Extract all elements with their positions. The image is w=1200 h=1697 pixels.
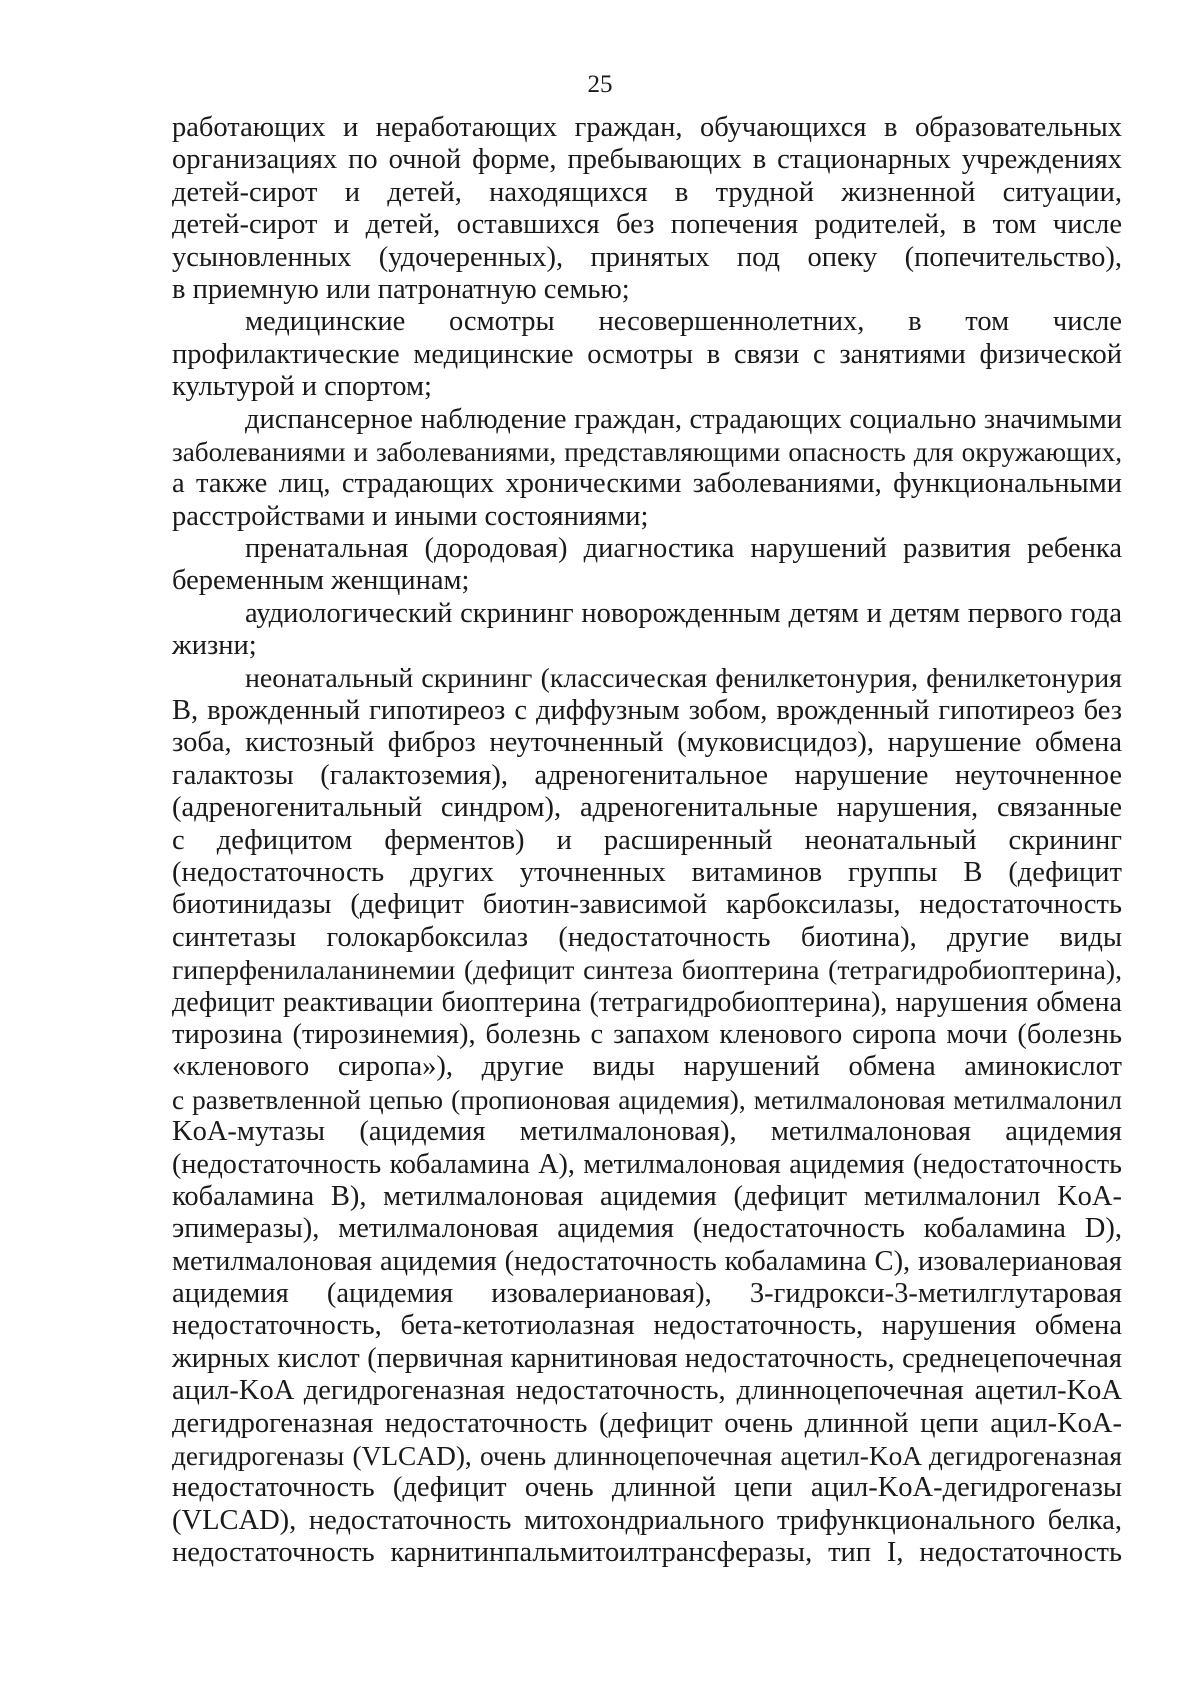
text-line: (VLCAD), недостаточность митохондриального трифункционального белка, <box>172 1504 1122 1536</box>
text-line: гиперфенилаланинемии (дефицит синтеза биоптерина (тетрагидробиоптерина), <box>172 954 1122 986</box>
text-line: в приемную или патронатную семью; <box>172 273 630 305</box>
text-line: неонатальный скрининг (классическая фенилкетонурия, фенилкетонурия <box>245 662 1122 694</box>
text-line: B, врожденный гипотиреоз с диффузным зобом, врожденный гипотиреоз без <box>172 695 1122 727</box>
text-line: (адреногенитальный синдром), адреногенитальные нарушения, связанные <box>172 792 1122 824</box>
text-line: жирных кислот (первичная карнитиновая недостаточность, среднецепочечная <box>172 1342 1122 1374</box>
text-line: недостаточность, бета-кетотиолазная недостаточность, нарушения обмена <box>172 1310 1122 1342</box>
text-line: работающих и неработающих граждан, обучающихся в образовательных <box>172 112 1122 143</box>
text-line: эпимеразы), метилмалоновая ацидемия (недостаточность кобаламина D), <box>172 1213 1122 1245</box>
text-line: аудиологический скрининг новорожденным детям и детям первого года <box>245 597 1122 629</box>
text-line: а также лиц, страдающих хроническими заболеваниями, функциональными <box>172 468 1122 500</box>
text-line: дегидрогеназная недостаточность (дефицит очень длинной цепи ацил-KoA- <box>172 1407 1122 1439</box>
text-line: «кленового сиропа»), другие виды нарушений обмена аминокислот <box>172 1051 1122 1083</box>
text-line: (недостаточность других уточненных витаминов группы B (дефицит <box>172 856 1122 888</box>
page-number: 25 <box>587 71 613 98</box>
text-line: заболеваниями и заболеваниями, представляющими опасность для окружающих, <box>172 436 1122 467</box>
text-line: дефицит реактивации биоптерина (тетрагидробиоптерина), нарушения обмена <box>172 986 1122 1018</box>
text-line: метилмалоновая ацидемия (недостаточность кобаламина C), изовалериановая <box>172 1245 1122 1277</box>
text-line: профилактические медицинские осмотры в связи с занятиями физической <box>172 338 1122 370</box>
text-line: расстройствами и иными состояниями; <box>172 500 649 532</box>
text-line: кобаламина B), метилмалоновая ацидемия (дефицит метилмалонил KoA- <box>172 1180 1122 1212</box>
text-line: ацидемия (ацидемия изовалериановая), 3-гидрокси-3-метилглутаровая <box>172 1278 1122 1310</box>
text-line: жизни; <box>172 630 257 662</box>
body-text <box>172 112 1122 1570</box>
text-line: тирозина (тирозинемия), болезнь с запахом кленового сиропа мочи (болезнь <box>172 1018 1122 1050</box>
text-line: организациях по очной форме, пребывающих в стационарных учреждениях <box>172 144 1122 176</box>
text-line: синтетазы голокарбоксилаз (недостаточность биотина), другие виды <box>172 921 1122 953</box>
text-line: усыновленных (удочеренных), принятых под опеку (попечительство), <box>172 241 1122 273</box>
text-line: KoA-мутазы (ацидемия метилмалоновая), метилмалоновая ацидемия <box>172 1116 1122 1148</box>
text-line: недостаточность (дефицит очень длинной цепи ацил-KoA-дегидрогеназы <box>172 1472 1122 1504</box>
text-line: медицинские осмотры несовершеннолетних, в том числе <box>245 306 1122 338</box>
text-line: галактозы (галактоземия), адреногенитальное нарушение неуточненное <box>172 759 1122 791</box>
text-line: биотинидазы (дефицит биотин-зависимой карбоксилазы, недостаточность <box>172 889 1122 921</box>
text-line: недостаточность карнитинпальмитоилтрансферазы, тип I, недостаточность <box>172 1537 1122 1569</box>
text-line: культурой и спортом; <box>172 371 432 403</box>
text-line: с дефицитом ферментов) и расширенный неонатальный скрининг <box>172 824 1122 856</box>
text-line: ацил-KoA дегидрогеназная недостаточность, длинноцепочечная ацетил-KoA <box>172 1375 1122 1407</box>
text-line: детей-сирот и детей, находящихся в трудной жизненной ситуации, <box>172 176 1122 208</box>
text-line: детей-сирот и детей, оставшихся без попечения родителей, в том числе <box>172 209 1122 241</box>
text-line: зоба, кистозный фиброз неуточненный (муковисцидоз), нарушение обмена <box>172 727 1122 759</box>
text-line: пренатальная (дородовая) диагностика нарушений развития ребенка <box>245 533 1122 565</box>
text-line: беременным женщинам; <box>172 565 470 597</box>
text-line: с разветвленной цепью (пропионовая ацидемия), метилмалоновая метилмалонил <box>172 1084 1122 1115</box>
text-line: диспансерное наблюдение граждан, страдающих социально значимыми <box>245 403 1122 435</box>
text-line: (недостаточность кобаламина A), метилмалоновая ацидемия (недостаточность <box>172 1148 1122 1180</box>
text-line: дегидрогеназы (VLCAD), очень длинноцепочечная ацетил-KoA дегидрогеназная <box>172 1441 1122 1472</box>
